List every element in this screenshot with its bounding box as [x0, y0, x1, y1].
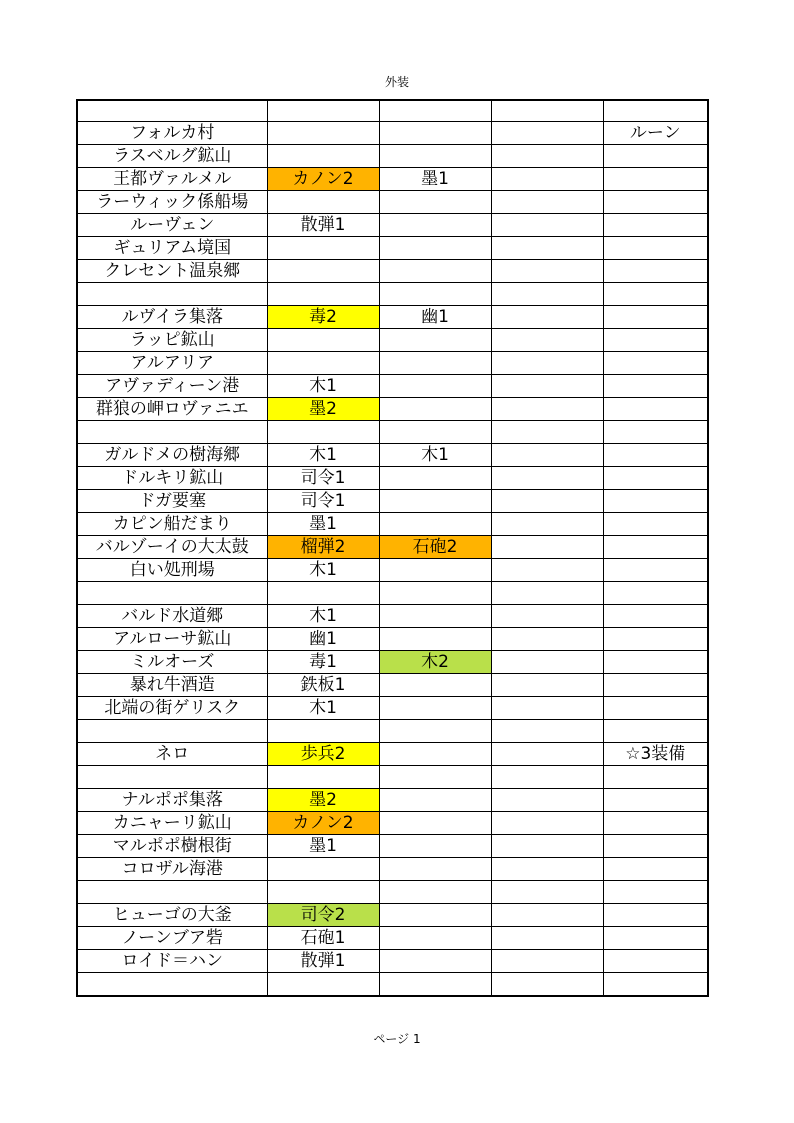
location-cell[interactable]: ガルドメの樹海郷 [77, 444, 267, 467]
location-cell[interactable]: ルーヴェン [77, 214, 267, 237]
item-cell[interactable]: ルーン [603, 122, 708, 145]
item-cell[interactable]: 司令1 [267, 467, 379, 490]
item-cell[interactable]: 墨2 [267, 789, 379, 812]
item-cell[interactable] [603, 168, 708, 191]
item-cell[interactable] [491, 950, 603, 973]
location-cell[interactable] [77, 720, 267, 743]
item-cell[interactable]: 散弾1 [267, 950, 379, 973]
item-cell[interactable] [603, 375, 708, 398]
item-cell[interactable] [267, 100, 379, 122]
location-cell[interactable]: カピン船だまり [77, 513, 267, 536]
item-cell[interactable] [379, 490, 491, 513]
item-cell[interactable] [603, 329, 708, 352]
item-cell[interactable] [491, 651, 603, 674]
item-cell[interactable] [267, 329, 379, 352]
item-cell[interactable] [379, 927, 491, 950]
item-cell[interactable] [603, 628, 708, 651]
item-cell[interactable]: 散弾1 [267, 214, 379, 237]
item-cell[interactable] [491, 421, 603, 444]
location-cell[interactable]: 群狼の岬ロヴァニエ [77, 398, 267, 421]
table-row [77, 858, 708, 881]
item-cell[interactable] [491, 743, 603, 766]
item-cell[interactable] [603, 559, 708, 582]
item-cell[interactable] [491, 674, 603, 697]
table-row [77, 168, 708, 191]
location-cell[interactable]: 白い処刑場 [77, 559, 267, 582]
item-cell[interactable] [603, 421, 708, 444]
item-cell[interactable] [379, 191, 491, 214]
item-cell[interactable] [267, 881, 379, 904]
item-cell[interactable] [603, 100, 708, 122]
table-row [77, 835, 708, 858]
item-cell[interactable]: 墨1 [379, 168, 491, 191]
table-row [77, 352, 708, 375]
item-cell[interactable]: 司令1 [267, 490, 379, 513]
table-row [77, 605, 708, 628]
item-cell[interactable] [491, 559, 603, 582]
item-cell[interactable] [267, 237, 379, 260]
table-row [77, 283, 708, 306]
item-cell[interactable] [491, 306, 603, 329]
item-cell[interactable] [603, 605, 708, 628]
table-row [77, 329, 708, 352]
item-cell[interactable]: カノン2 [267, 812, 379, 835]
location-cell[interactable]: 王都ヴァルメル [77, 168, 267, 191]
item-cell[interactable] [379, 720, 491, 743]
table-row [77, 375, 708, 398]
table-row [77, 467, 708, 490]
location-cell[interactable]: ネロ [77, 743, 267, 766]
location-cell[interactable]: カニャーリ鉱山 [77, 812, 267, 835]
item-cell[interactable] [491, 720, 603, 743]
table-row [77, 237, 708, 260]
item-cell[interactable] [491, 214, 603, 237]
location-cell[interactable] [77, 881, 267, 904]
item-cell[interactable] [603, 467, 708, 490]
item-cell[interactable] [379, 237, 491, 260]
table-row [77, 582, 708, 605]
item-cell[interactable] [491, 191, 603, 214]
table-row [77, 674, 708, 697]
table-row [77, 490, 708, 513]
location-cell[interactable]: 暴れ牛酒造 [77, 674, 267, 697]
item-cell[interactable] [491, 444, 603, 467]
item-cell[interactable] [603, 283, 708, 306]
location-cell[interactable]: アルローサ鉱山 [77, 628, 267, 651]
item-cell[interactable] [491, 789, 603, 812]
item-cell[interactable] [491, 697, 603, 720]
table-row [77, 950, 708, 973]
item-cell[interactable]: 司令2 [267, 904, 379, 927]
item-cell[interactable] [379, 973, 491, 997]
table-row [77, 398, 708, 421]
item-cell[interactable] [603, 927, 708, 950]
item-cell[interactable] [379, 375, 491, 398]
table-row [77, 306, 708, 329]
item-cell[interactable]: 石砲2 [379, 536, 491, 559]
item-cell[interactable] [491, 145, 603, 168]
item-cell[interactable] [379, 145, 491, 168]
location-cell[interactable] [77, 582, 267, 605]
location-cell[interactable]: ギュリアム境国 [77, 237, 267, 260]
item-cell[interactable] [603, 306, 708, 329]
location-cell[interactable]: ドルキリ鉱山 [77, 467, 267, 490]
item-cell[interactable] [603, 697, 708, 720]
item-cell[interactable] [603, 444, 708, 467]
location-cell[interactable]: フォルカ村 [77, 122, 267, 145]
table-row [77, 881, 708, 904]
table-row [77, 100, 708, 122]
item-cell[interactable] [379, 858, 491, 881]
item-cell[interactable] [491, 904, 603, 927]
item-cell[interactable] [491, 605, 603, 628]
item-cell[interactable] [603, 766, 708, 789]
table-row [77, 191, 708, 214]
item-cell[interactable]: 歩兵2 [267, 743, 379, 766]
item-cell[interactable] [603, 513, 708, 536]
item-cell[interactable] [379, 559, 491, 582]
table-row [77, 536, 708, 559]
item-cell[interactable] [491, 513, 603, 536]
item-cell[interactable] [603, 536, 708, 559]
table-row [77, 444, 708, 467]
table-row [77, 651, 708, 674]
item-cell[interactable] [491, 122, 603, 145]
table-row [77, 904, 708, 927]
item-cell[interactable] [379, 122, 491, 145]
item-cell[interactable]: 榴弾2 [267, 536, 379, 559]
item-cell[interactable] [379, 628, 491, 651]
location-cell[interactable]: クレセント温泉郷 [77, 260, 267, 283]
item-cell[interactable] [267, 260, 379, 283]
item-cell[interactable] [379, 513, 491, 536]
spreadsheet-table [76, 99, 709, 997]
item-cell[interactable] [491, 536, 603, 559]
item-cell[interactable] [603, 835, 708, 858]
table-row [77, 927, 708, 950]
location-cell[interactable]: ナルポポ集落 [77, 789, 267, 812]
item-cell[interactable] [379, 260, 491, 283]
table-row [77, 697, 708, 720]
item-cell[interactable] [379, 766, 491, 789]
table-row [77, 421, 708, 444]
item-cell[interactable] [379, 329, 491, 352]
item-cell[interactable] [267, 191, 379, 214]
table-row [77, 789, 708, 812]
item-cell[interactable] [491, 100, 603, 122]
table-row [77, 145, 708, 168]
item-cell[interactable]: 木1 [267, 605, 379, 628]
item-cell[interactable] [379, 881, 491, 904]
item-cell[interactable] [491, 582, 603, 605]
location-cell[interactable] [77, 283, 267, 306]
item-cell[interactable] [379, 467, 491, 490]
location-cell[interactable]: ロイド＝ハン [77, 950, 267, 973]
item-cell[interactable]: ☆3装備 [603, 743, 708, 766]
location-cell[interactable]: ドガ要塞 [77, 490, 267, 513]
item-cell[interactable] [267, 720, 379, 743]
page-footer-number: ページ 1 [373, 1032, 421, 1046]
item-cell[interactable] [491, 398, 603, 421]
item-cell[interactable] [491, 490, 603, 513]
table-row [77, 720, 708, 743]
item-cell[interactable] [267, 582, 379, 605]
location-cell[interactable] [77, 100, 267, 122]
item-cell[interactable] [491, 766, 603, 789]
location-cell[interactable] [77, 421, 267, 444]
item-cell[interactable] [379, 352, 491, 375]
item-cell[interactable]: 毒2 [267, 306, 379, 329]
item-cell[interactable] [491, 352, 603, 375]
item-cell[interactable]: 幽1 [379, 306, 491, 329]
item-cell[interactable] [491, 927, 603, 950]
table-row [77, 743, 708, 766]
item-cell[interactable] [603, 214, 708, 237]
item-cell[interactable] [491, 375, 603, 398]
location-cell[interactable]: ルヴイラ集落 [77, 306, 267, 329]
item-cell[interactable] [267, 122, 379, 145]
item-cell[interactable] [379, 398, 491, 421]
location-cell[interactable]: アルアリア [77, 352, 267, 375]
item-cell[interactable] [603, 490, 708, 513]
location-cell[interactable]: バルド水道郷 [77, 605, 267, 628]
item-cell[interactable]: 木1 [267, 697, 379, 720]
item-cell[interactable] [491, 973, 603, 997]
item-cell[interactable]: 木2 [379, 651, 491, 674]
item-cell[interactable] [267, 421, 379, 444]
item-cell[interactable] [603, 398, 708, 421]
item-cell[interactable] [603, 789, 708, 812]
item-cell[interactable]: 墨1 [267, 835, 379, 858]
item-cell[interactable]: 墨2 [267, 398, 379, 421]
item-cell[interactable] [491, 881, 603, 904]
item-cell[interactable] [379, 812, 491, 835]
table-row [77, 559, 708, 582]
item-cell[interactable]: 墨1 [267, 513, 379, 536]
item-cell[interactable] [267, 766, 379, 789]
table-row [77, 628, 708, 651]
item-cell[interactable] [491, 628, 603, 651]
item-cell[interactable] [379, 904, 491, 927]
location-cell[interactable]: コロザル海港 [77, 858, 267, 881]
item-cell[interactable] [603, 950, 708, 973]
location-cell[interactable]: アヴァディーン港 [77, 375, 267, 398]
item-cell[interactable] [379, 674, 491, 697]
item-cell[interactable]: 鉄板1 [267, 674, 379, 697]
item-cell[interactable] [267, 145, 379, 168]
location-cell[interactable]: ノーンブア砦 [77, 927, 267, 950]
page-header-title: 外装 [384, 75, 409, 89]
item-cell[interactable] [603, 904, 708, 927]
location-cell[interactable]: ラスベルグ鉱山 [77, 145, 267, 168]
location-cell[interactable]: 北端の街ゲリスク [77, 697, 267, 720]
location-cell[interactable] [77, 973, 267, 997]
item-cell[interactable] [603, 582, 708, 605]
item-cell[interactable]: 石砲1 [267, 927, 379, 950]
item-cell[interactable] [491, 283, 603, 306]
item-cell[interactable]: 木1 [267, 444, 379, 467]
item-cell[interactable]: カノン2 [267, 168, 379, 191]
item-cell[interactable]: 木1 [267, 559, 379, 582]
item-cell[interactable] [603, 260, 708, 283]
item-cell[interactable] [603, 674, 708, 697]
item-cell[interactable] [603, 858, 708, 881]
item-cell[interactable] [491, 237, 603, 260]
item-cell[interactable] [603, 145, 708, 168]
item-cell[interactable] [603, 973, 708, 997]
item-cell[interactable] [379, 835, 491, 858]
item-cell[interactable] [379, 582, 491, 605]
item-cell[interactable]: 木1 [267, 375, 379, 398]
table-row [77, 812, 708, 835]
item-cell[interactable] [603, 191, 708, 214]
item-cell[interactable] [603, 352, 708, 375]
item-cell[interactable]: 木1 [379, 444, 491, 467]
location-cell[interactable]: ラーウィック係船場 [77, 191, 267, 214]
item-cell[interactable] [267, 283, 379, 306]
location-cell[interactable]: マルポポ樹根街 [77, 835, 267, 858]
item-cell[interactable] [267, 973, 379, 997]
item-cell[interactable] [491, 168, 603, 191]
item-cell[interactable] [491, 812, 603, 835]
item-cell[interactable] [603, 237, 708, 260]
item-cell[interactable] [603, 881, 708, 904]
item-cell[interactable] [491, 858, 603, 881]
table-row [77, 973, 708, 997]
location-cell[interactable] [77, 766, 267, 789]
item-cell[interactable] [491, 835, 603, 858]
item-cell[interactable] [267, 352, 379, 375]
item-cell[interactable] [267, 858, 379, 881]
item-cell[interactable] [603, 720, 708, 743]
item-cell[interactable] [379, 421, 491, 444]
item-cell[interactable] [491, 260, 603, 283]
table-row [77, 260, 708, 283]
table-row [77, 214, 708, 237]
item-cell[interactable] [603, 812, 708, 835]
item-cell[interactable] [379, 743, 491, 766]
item-cell[interactable] [379, 283, 491, 306]
table-row [77, 513, 708, 536]
item-cell[interactable] [379, 789, 491, 812]
item-cell[interactable] [379, 100, 491, 122]
item-cell[interactable]: 毒1 [267, 651, 379, 674]
item-cell[interactable] [379, 214, 491, 237]
item-cell[interactable] [379, 697, 491, 720]
location-cell[interactable]: ラッピ鉱山 [77, 329, 267, 352]
location-cell[interactable]: バルゾーイの大太鼓 [77, 536, 267, 559]
item-cell[interactable] [491, 329, 603, 352]
location-cell[interactable]: ミルオーズ [77, 651, 267, 674]
item-cell[interactable] [379, 950, 491, 973]
item-cell[interactable] [491, 467, 603, 490]
table-row [77, 122, 708, 145]
location-cell[interactable]: ヒューゴの大釜 [77, 904, 267, 927]
item-cell[interactable]: 幽1 [267, 628, 379, 651]
item-cell[interactable] [379, 605, 491, 628]
item-cell[interactable] [603, 651, 708, 674]
table-row [77, 766, 708, 789]
